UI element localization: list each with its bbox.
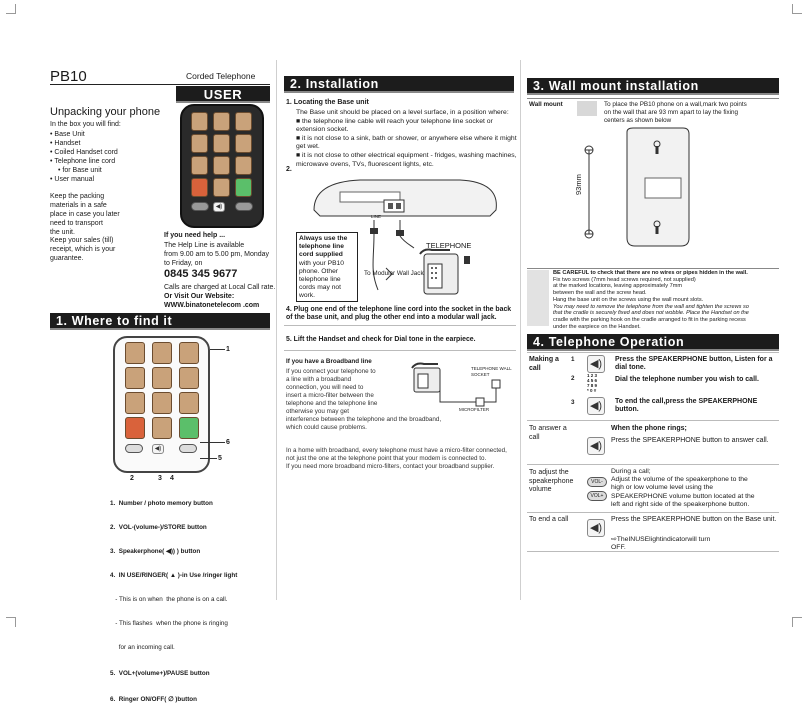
wall-mount-label: Wall mount xyxy=(529,101,563,108)
where-item-note: - This is on when the phone is on a call. xyxy=(110,596,228,603)
keep-packing-note: Keep the packing materials in a safe place in case you later need to transport the unit. xyxy=(50,193,120,236)
help-lines: The Help Line is available from 9.00 am to 5.00 pm, Monday to Friday, on xyxy=(164,242,270,267)
divider xyxy=(527,98,779,99)
calls-charged: Calls are charged at Local Call rate. xyxy=(164,284,276,291)
photo-memory-key xyxy=(152,342,172,364)
photo-memory-key xyxy=(125,392,145,414)
crop-mark xyxy=(6,617,16,627)
crop-mark xyxy=(6,4,16,14)
installation-section-title: 2. Installation xyxy=(284,76,514,93)
microfilter-label: MICROFILTER xyxy=(459,407,490,412)
speaker-icon: ◀) xyxy=(587,397,605,415)
photo-memory-key xyxy=(125,367,145,389)
end-call-row xyxy=(527,512,779,552)
making-call-label: Making a call xyxy=(529,356,559,372)
wall-mount-notes: BE CAREFUL to check that there are no wires or pipes hidden in the wall. Fix two screws (7mm head screws required, not supplied) at the marked locations, leaving approximately 7mm between the wall and the screw head. Hang the base unit on the screws using the wall mount slots. You may need to remove the telephone from the wall and tighten the screws so that the cradle is securely fixed and does not wobble. Place the Handset on the cradle with the parking hook on the cradle arranged to fit in the parking recess under the earpiece on the Handset. xyxy=(553,270,749,330)
dimension-label: 93mm xyxy=(574,174,583,195)
operation-section-title: 4. Telephone Operation xyxy=(527,334,779,351)
unpacking-title: Unpacking your phone xyxy=(50,106,161,118)
speakerphone-button: ◀) xyxy=(152,444,164,454)
callout-5: 5 xyxy=(218,455,222,462)
product-subtitle: Corded Telephone xyxy=(186,71,256,81)
speaker-icon: ◀) xyxy=(587,519,605,537)
column-divider xyxy=(520,60,521,600)
help-phone-number: 0845 345 9677 xyxy=(164,268,238,280)
adjust-volume-text: During a call; Adjust the volume of the speakerphone to the high or low volume level using the SPEAKERPHONE volume button located at the left and right side of the speakerphone button. xyxy=(611,468,755,508)
wall-mount-diagram xyxy=(565,128,695,268)
where-item: 6. Ringer ON/OFF( ∅ )button xyxy=(110,696,197,703)
photo-memory-key xyxy=(152,392,172,414)
where-item: 5. VOL+(volume+)/PAUSE button xyxy=(110,670,210,677)
cord-warning-rest: with your PB10 phone. Other telephone line cords may not work. xyxy=(299,259,344,300)
photo-memory-key xyxy=(235,156,252,175)
where-item: 4. IN USE/RINGER( ▲ )-in Use /ringer light xyxy=(110,572,238,579)
end-call-note: ⇨TheINUSElightindicatorwill turn OFF. xyxy=(611,536,711,551)
box-items-list xyxy=(50,130,170,184)
photo-memory-key xyxy=(125,342,145,364)
vol-minus-button xyxy=(191,202,209,211)
locating-text: The Base unit should be placed on a level surface, in a position where: ■ the telephone line cable will reach your telephone line socket or extension socket. ■ it is not close to a sink, bath or shower, or anywhere else where it might get wet. ■ it is not close to other electrical equipment - fridges, washing machines, microwave ovens, TVs, fluorescent lights, etc. xyxy=(296,109,517,168)
answer-call-label: To answer a call xyxy=(529,425,567,441)
answer-call-row xyxy=(527,420,779,464)
photo-memory-key xyxy=(152,417,172,439)
callout-1: 1 xyxy=(226,346,230,353)
keep-receipt-note: Keep your sales (till) receipt, which is your guarantee. xyxy=(50,237,116,262)
photo-memory-key xyxy=(213,156,230,175)
crop-mark xyxy=(792,617,802,627)
model-header xyxy=(50,68,270,85)
photo-memory-key xyxy=(235,112,252,131)
phone-diagram xyxy=(113,336,210,473)
callout-2: 2 xyxy=(130,475,134,482)
help-title: If you need help ... xyxy=(164,232,226,239)
answer-title: When the phone rings; xyxy=(611,425,687,432)
box-item: • Telephone line cord xyxy=(50,157,170,166)
photo-memory-key xyxy=(213,112,230,131)
where-item: 1. Number / photo memory button xyxy=(110,500,213,507)
photo-memory-key xyxy=(191,112,208,131)
shade-block xyxy=(577,101,597,116)
speaker-icon: ◀) xyxy=(587,437,605,455)
photo-memory-key xyxy=(179,342,199,364)
photo-memory-key xyxy=(125,417,145,439)
vol-plus-icon: VOL+ xyxy=(587,491,607,501)
vol-minus-icon: VOL- xyxy=(587,477,607,487)
wall-socket-label: TELEPHONE WALL SOCKET xyxy=(471,366,512,377)
end-call-text: Press the SPEAKERPHONE button on the Base unit. xyxy=(611,516,777,523)
locating-title: 1. Locating the Base unit xyxy=(286,99,369,106)
vol-minus-button xyxy=(125,444,143,453)
box-item: • Coiled Handset cord xyxy=(50,148,170,157)
speaker-icon: ◀) xyxy=(587,355,605,373)
cord-warning-box xyxy=(296,232,358,302)
where-item-note: for an incoming call. xyxy=(110,644,175,651)
step-3-text: To end the call,press the SPEAKERPHONE button. xyxy=(615,398,758,413)
crop-mark xyxy=(792,4,802,14)
photo-memory-key xyxy=(213,134,230,153)
step-number: 3 xyxy=(571,399,575,406)
broadband-title: If you have a Broadband line xyxy=(286,358,372,365)
divider xyxy=(527,268,779,269)
photo-memory-key xyxy=(191,178,208,197)
broadband-note: In a home with broadband, every telephone must have a micro-filter connected, not just the one at the telephone point that your modem is connected to. If you need more broadband micro-filters, contact your broadband supplier. xyxy=(286,447,507,470)
answer-text: Press the SPEAKERPHONE button to answer call. xyxy=(611,437,769,444)
step-number: 2 xyxy=(571,375,575,382)
photo-memory-key xyxy=(179,367,199,389)
photo-memory-key xyxy=(213,178,230,197)
step-4-text: 4. Plug one end of the telephone line cord into the socket in the back of the base unit, and plug the other end into a modular wall jack. xyxy=(286,306,512,322)
photo-memory-key xyxy=(152,367,172,389)
box-item: • User manual xyxy=(50,175,170,184)
step-1-text: Press the SPEAKERPHONE button, Listen for a dial tone. xyxy=(615,356,773,371)
photo-memory-key xyxy=(191,156,208,175)
telephone-label: TELEPHONE xyxy=(426,241,472,250)
where-section-title: 1. Where to find it xyxy=(50,313,270,330)
speakerphone-button: ◀) xyxy=(213,202,225,212)
callout-line xyxy=(200,442,225,443)
where-items-list xyxy=(110,484,275,712)
callout-3: 3 xyxy=(158,475,162,482)
cord-warning-bold: Always use the telephone line cord supplied xyxy=(299,235,348,259)
box-item-continued: • for Base unit xyxy=(50,166,170,175)
user-guide-banner: USER xyxy=(176,86,270,103)
website-link[interactable]: WWW.binatonetelecom .com xyxy=(164,302,260,309)
step-2-text: Dial the telephone number you wish to call. xyxy=(615,376,759,383)
photo-memory-key xyxy=(179,417,199,439)
callout-line xyxy=(200,458,217,459)
wall-mount-intro: To place the PB10 phone on a wall,mark two points on the wall that are 93 mm apart to lay the fixing centers as shown below xyxy=(604,101,747,124)
box-intro: In the box you will find: xyxy=(50,121,121,128)
box-item: • Handset xyxy=(50,139,170,148)
where-item: 2. VOL-(volume-)/STORE button xyxy=(110,524,207,531)
callout-line xyxy=(210,349,225,350)
model-name: PB10 xyxy=(50,68,87,85)
box-item: • Base Unit xyxy=(50,130,170,139)
photo-memory-key xyxy=(235,134,252,153)
vol-plus-button xyxy=(235,202,253,211)
broadband-text: If you connect your telephone to a line with a broadband connection, you will need to insert a micro-filter between the telephone and the telephone line otherwise you may get interference between the telephone and the broadband, which could cause problems. xyxy=(286,368,442,431)
divider xyxy=(284,350,516,351)
keypad-icon: 1 2 3 4 5 6 7 8 9 * 0 # xyxy=(587,373,598,393)
website-label: Or Visit Our Website: xyxy=(164,293,235,300)
wall-mount-section-title: 3. Wall mount installation xyxy=(527,78,779,95)
shade-block xyxy=(527,270,549,326)
callout-4: 4 xyxy=(170,475,174,482)
divider xyxy=(284,325,516,326)
photo-memory-key xyxy=(179,392,199,414)
column-divider xyxy=(276,60,277,600)
step-5-text: 5. Lift the Handset and check for Dial tone in the earpiece. xyxy=(286,336,476,343)
photo-memory-key xyxy=(235,178,252,197)
photo-memory-key xyxy=(191,134,208,153)
to-modular-label: To Modular Wall Jack xyxy=(364,270,424,277)
making-call-row xyxy=(527,352,779,418)
where-item: 3. Speakerphone( ◀)) ) button xyxy=(110,548,201,555)
phone-front-image xyxy=(180,104,264,228)
where-item-note: - This flashes when the phone is ringing xyxy=(110,620,228,627)
vol-plus-button xyxy=(179,444,197,453)
end-call-label: To end a call xyxy=(529,516,569,523)
step-2-number: 2. xyxy=(286,166,292,173)
adjust-volume-label: To adjust the speakerphone volume xyxy=(529,469,574,493)
step-number: 1 xyxy=(571,356,575,363)
line-port-label: LINE xyxy=(371,214,382,219)
callout-6: 6 xyxy=(226,439,230,446)
adjust-volume-row xyxy=(527,464,779,512)
